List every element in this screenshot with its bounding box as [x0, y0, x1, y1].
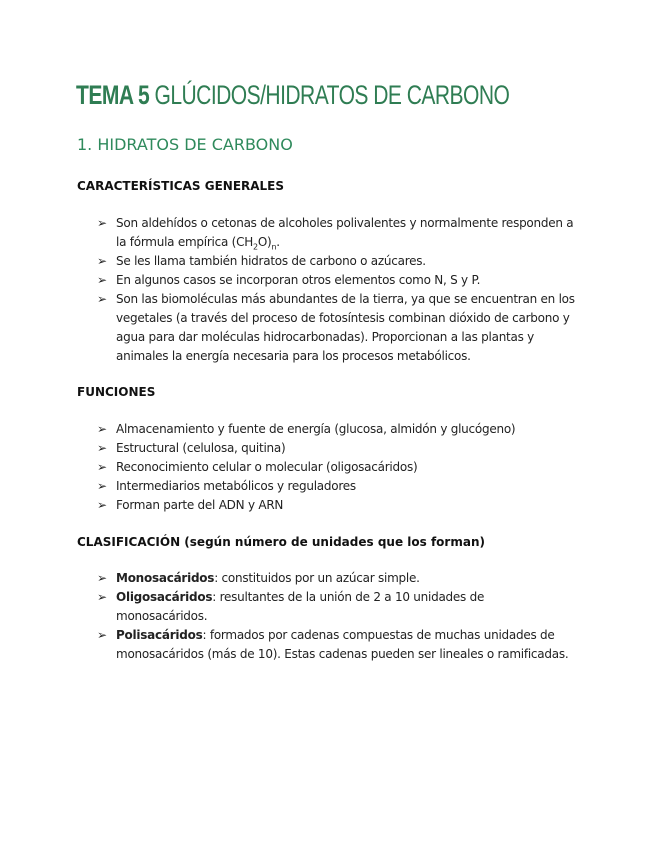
title-topic-name: GLÚCIDOS/HIDRATOS DE CARBONO: [154, 80, 510, 110]
list-item: ➢ Forman parte del ADN y ARN: [97, 496, 577, 515]
arrow-bullet-icon: ➢: [97, 216, 108, 230]
term-monosacaridos: Monosacáridos: [116, 571, 215, 585]
arrow-bullet-icon: ➢: [97, 590, 108, 604]
list-item: ➢ Son aldehídos o cetonas de alcoholes polivalentes y normalmente responden a la fórmula empírica $(CH_2O)_n$.: [97, 216, 574, 252]
funciones-heading: FUNCIONES: [77, 385, 156, 399]
caracteristicas-list: [97, 214, 577, 366]
list-item: ➢ Polisacáridos: formados por cadenas compuestas de muchas unidades de monosacáridos (más de 10). Estas cadenas pueden ser lineales o ramificadas.: [97, 628, 569, 661]
list-item: ➢ Intermediarios metabólicos y reguladores: [97, 477, 577, 496]
caracteristicas-heading: CARACTERÍSTICAS GENERALES: [77, 179, 285, 193]
clasificacion-list: [97, 569, 577, 664]
list-item: ➢ Oligosacáridos: resultantes de la unión de 2 a 10 unidades de monosacáridos.: [97, 590, 485, 623]
arrow-bullet-icon: ➢: [97, 498, 108, 512]
clasificacion-heading: CLASIFICACIÓN (según número de unidades que los forman): [77, 535, 485, 549]
arrow-bullet-icon: ➢: [97, 254, 108, 268]
list-item: ➢ Almacenamiento y fuente de energía (glucosa, almidón y glucógeno): [97, 420, 577, 439]
arrow-bullet-icon: ➢: [97, 422, 108, 436]
page-title: [76, 78, 509, 112]
funciones-list: [97, 420, 577, 515]
list-item: ➢ En algunos casos se incorporan otros elementos como N, S y P.: [97, 271, 577, 290]
list-item: ➢ Se les llama también hidratos de carbono o azúcares.: [97, 252, 577, 271]
arrow-bullet-icon: ➢: [97, 441, 108, 455]
arrow-bullet-icon: ➢: [97, 479, 108, 493]
section-heading: 1. HIDRATOS DE CARBONO: [77, 135, 293, 154]
arrow-bullet-icon: ➢: [97, 273, 108, 287]
term-oligosacaridos: Oligosacáridos: [116, 590, 213, 604]
list-item: ➢ Estructural (celulosa, quitina): [97, 439, 577, 458]
list-item: ➢ Reconocimiento celular o molecular (oligosacáridos): [97, 458, 577, 477]
list-item: ➢ Son las biomoléculas más abundantes de la tierra, ya que se encuentran en los vegetales (a través del proceso de fotosíntesis combinan dióxido de carbono y agua para dar moléculas hidrocarbonadas). Proporcionan a las plantas y animales la energía necesaria para los procesos metabólicos.: [97, 292, 575, 363]
arrow-bullet-icon: ➢: [97, 292, 108, 306]
list-item: ➢ Monosacáridos: constituidos por un azúcar simple.: [97, 569, 577, 588]
term-polisacaridos: Polisacáridos: [116, 628, 203, 642]
arrow-bullet-icon: ➢: [97, 460, 108, 474]
title-topic-number: TEMA 5: [76, 80, 150, 110]
arrow-bullet-icon: ➢: [97, 628, 108, 642]
arrow-bullet-icon: ➢: [97, 571, 108, 585]
